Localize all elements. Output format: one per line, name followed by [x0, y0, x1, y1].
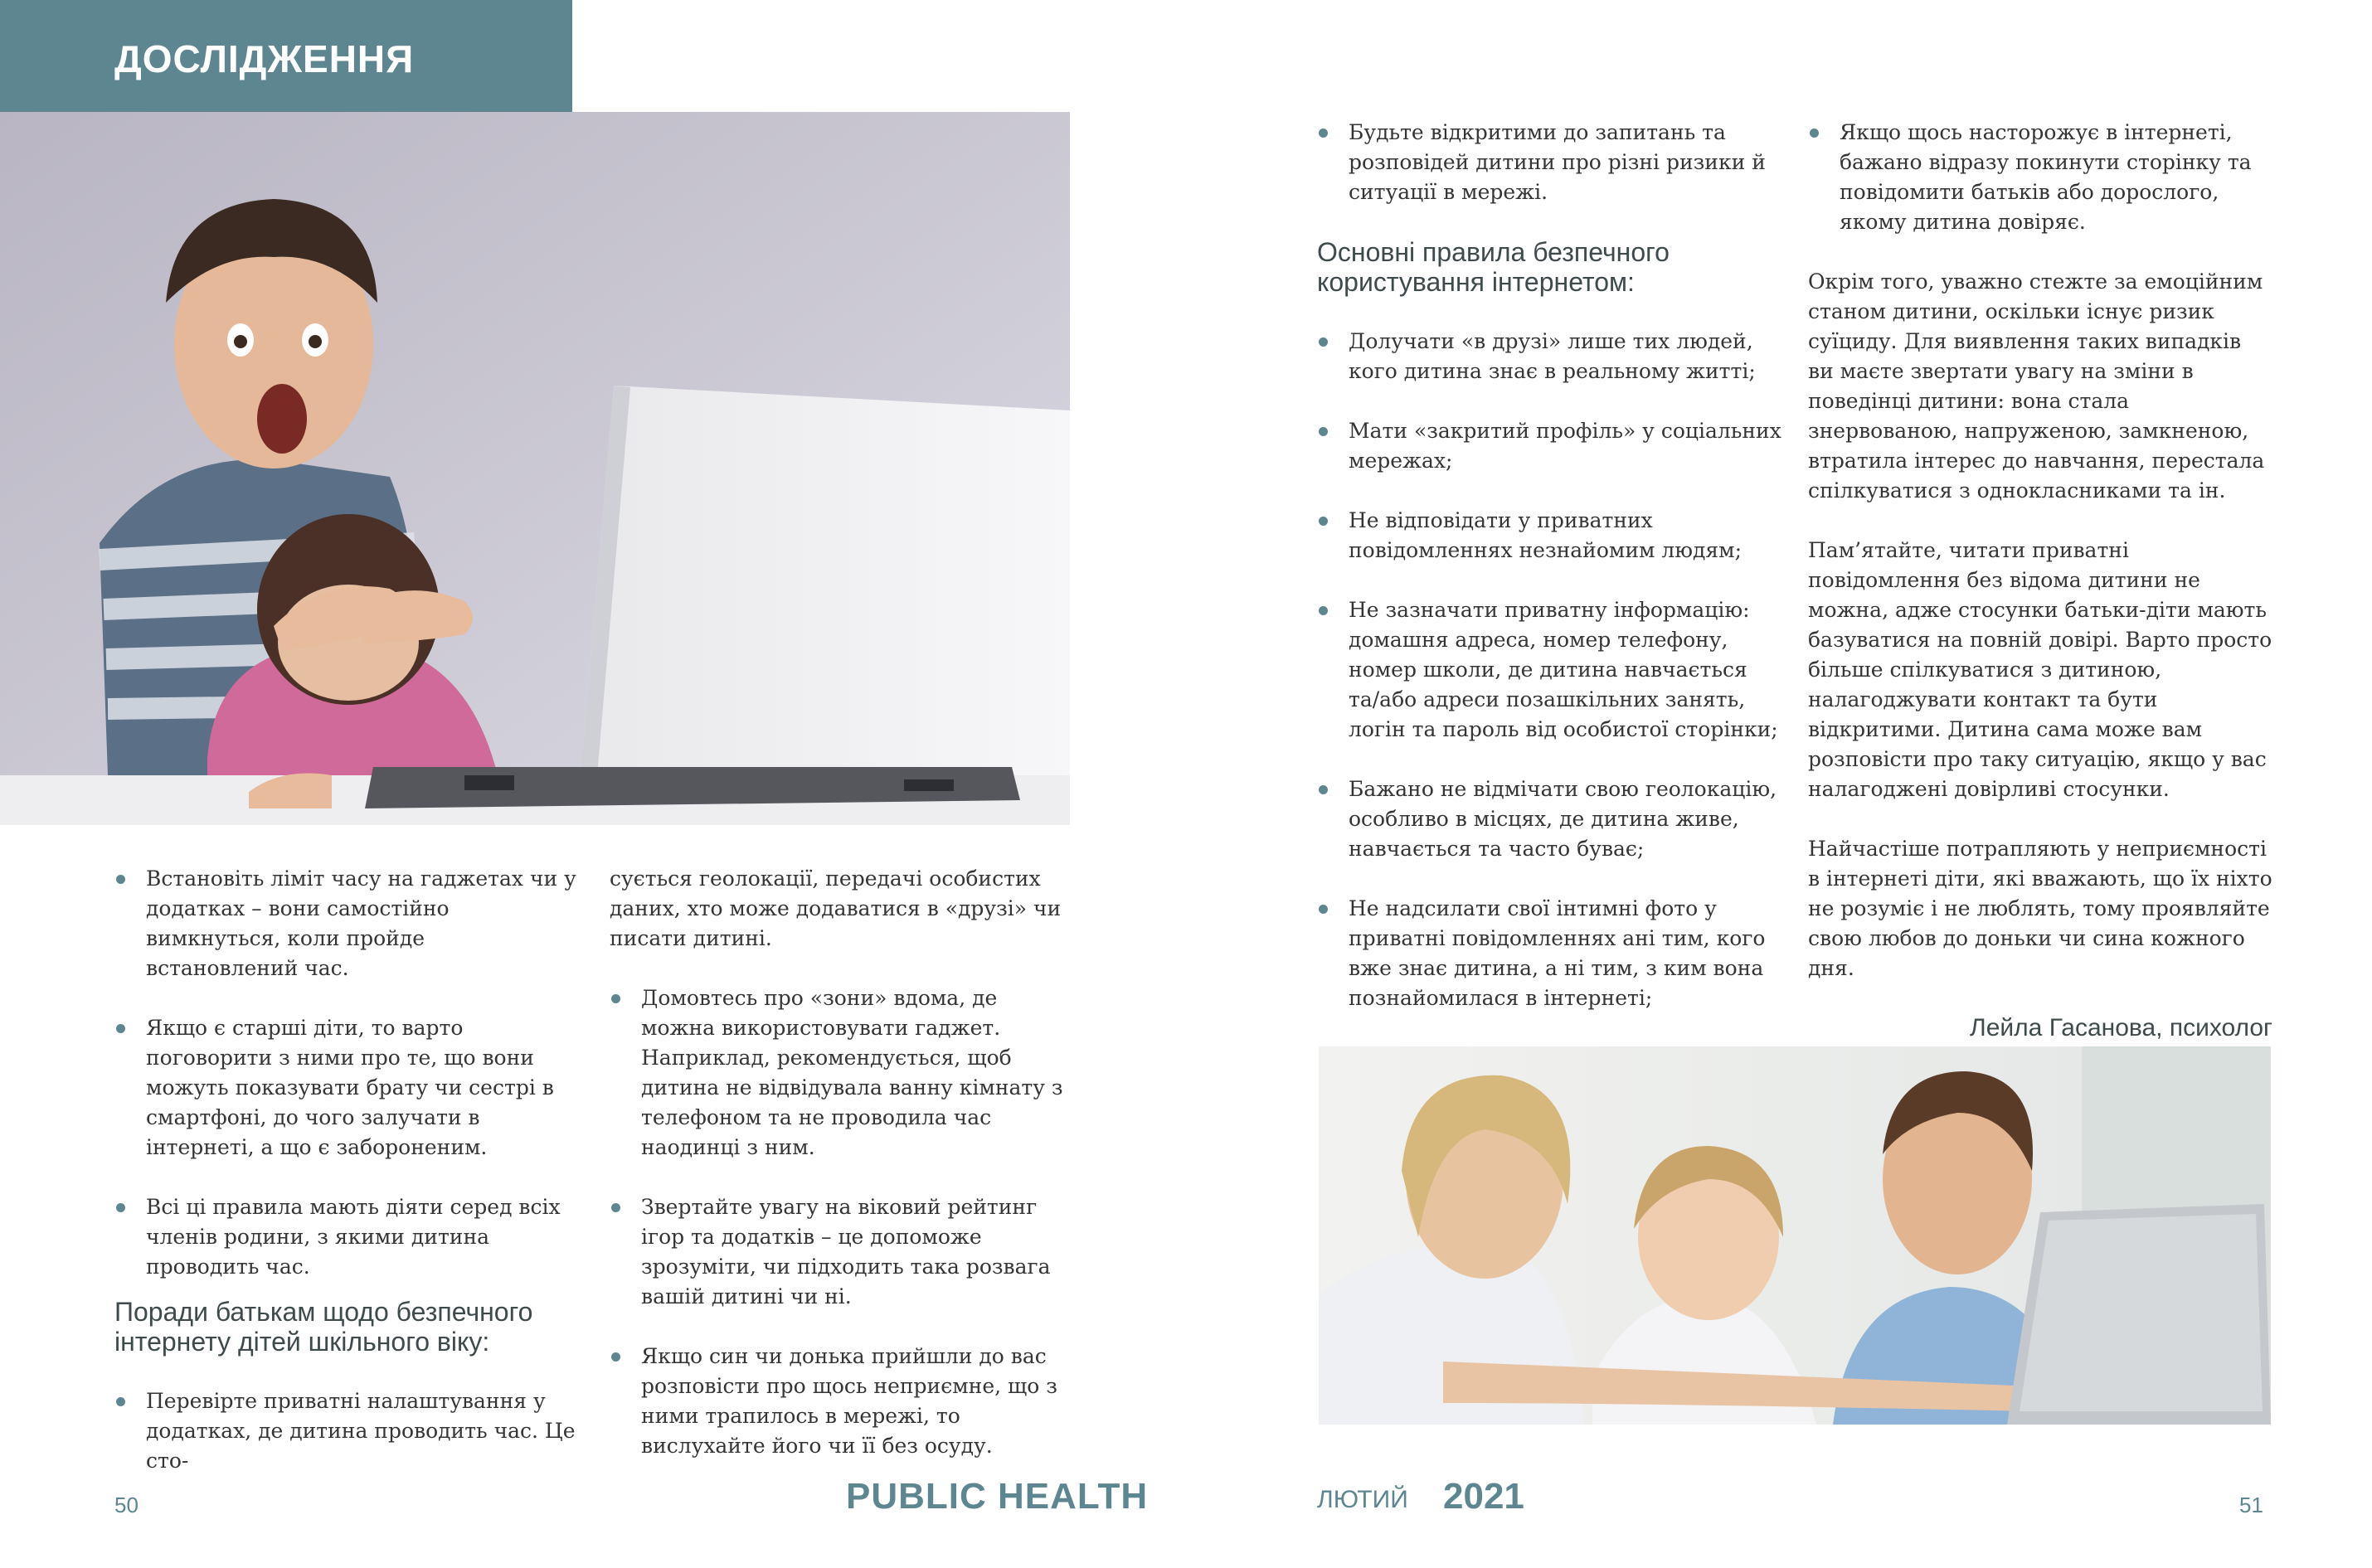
list-item: Звертайте увагу на віковий рейтинг ігор та додатків – це допоможе зрозуміти, чи підходить така розвага вашій дитині чи ні. — [610, 1192, 1074, 1312]
list-item: Якщо щось насторожує в інтернеті, бажано відразу покинути сторінку та повідомити батьків або дорослого, якому дитина довіряє. — [1808, 118, 2272, 237]
photo-family-laptop — [1319, 1046, 2271, 1425]
photo-children-laptop-art — [0, 112, 1070, 825]
magazine-title: PUBLIC HEALTH — [846, 1476, 1149, 1517]
section-title: ДОСЛІДЖЕННЯ — [114, 37, 415, 80]
list-item: Якщо є старші діти, то варто поговорити з ними про те, що вони можуть показувати брату чи сестрі в смартфоні, до чого залучати в інтернеті, а що є забороненим. — [114, 1013, 579, 1163]
list-item: Не надсилати свої інтимні фото у приватні повідомленнях ані тим, кого вже знає дитина, а ні тим, з ким вона познайомилася в інтернеті; — [1317, 894, 1781, 1013]
right-page-column-1 — [1317, 118, 1781, 1043]
list-item: Перевірте приватні налаштування у додатках, де дитина проводить час. Це сто- — [114, 1386, 579, 1476]
list-item: Мати «закритий профіль» у соціальних мережах; — [1317, 416, 1781, 476]
paragraph: Окрім того, уважно стежте за емоційним станом дитини, оскільки існує ризик суїциду. Для виявлення таких випадків ви маєте звертати увагу на зміни в поведінці дитини: вона стала знервованою, напруженою, замкненою, втратила інтерес до навчання, перестала спілкуватися з однокласниками та ін. — [1808, 269, 2265, 502]
paragraph: Пам’ятайте, читати приватні повідомлення без відома дитини не можна, адже стосунки батьки-діти мають базуватися на повній довірі. Варто просто більше спілкуватися з дитиною, налагоджувати контакт та бути відкритими. Дитина сама може вам розповісти про таку ситуацію, якщо у вас налагоджені довірливі стосунки. — [1808, 538, 2272, 801]
list-item: Не зазначати приватну інформацію: домашня адреса, номер телефону, номер школи, де дитина навчається та/або адреси позашкільних занять, логін та пароль від особистої сторінки; — [1317, 595, 1781, 745]
paragraph: Найчастіше потрапляють у неприємності в інтернеті діти, які вважають, що їх ніхто не розуміє і не люблять, тому проявляйте свою любов до доньки чи сина кожного дня. — [1808, 837, 2272, 980]
list-item: Встановіть ліміт часу на гаджетах чи у додатках – вони самостійно вимкнуться, коли пройде встановлений час. — [114, 864, 579, 983]
issue-month: ЛЮТИЙ — [1317, 1486, 1408, 1513]
left-page-column-1 — [114, 864, 579, 1506]
page-number-right: 51 — [2239, 1493, 2263, 1517]
list-item: Домовтесь про «зони» вдома, де можна використовувати гаджет. Наприклад, рекомендується, щоб дитина не відвідувала ванну кімнату з телефоном та не проводила час наодинці з ним. — [610, 983, 1074, 1163]
list-item: Якщо син чи донька прийшли до вас розповісти про щось неприємне, що з ними трапилось в мережі, то вислухайте його чи її без осуду. — [610, 1342, 1074, 1461]
list-item: Бажано не відмічати свою геолокацію, особливо в місцях, де дитина живе, навчається та часто буває; — [1317, 774, 1781, 864]
issue-year: 2021 — [1443, 1476, 1524, 1517]
list-item: Будьте відкритими до запитань та розповідей дитини про різні ризики й ситуації в мережі. — [1317, 118, 1781, 207]
photo-family-laptop-art — [1319, 1046, 2271, 1425]
subheading: Основні правила безпечного користування інтернетом: — [1317, 237, 1670, 297]
author-signature: Лейла Гасанова, психолог — [1970, 1014, 2272, 1041]
page-number-left: 50 — [114, 1493, 139, 1517]
photo-children-laptop — [0, 112, 1070, 825]
list-item: Долучати «в друзі» лише тих людей, кого дитина знає в реальному житті; — [1317, 327, 1781, 386]
subheading: Поради батькам щодо безпечного інтернету дітей шкільного віку: — [114, 1297, 533, 1357]
list-item: Не відповідати у приватних повідомленнях незнайомим людям; — [1317, 506, 1781, 566]
list-item: Всі ці правила мають діяти серед всіх членів родини, з якими дитина проводить час. — [114, 1192, 579, 1282]
right-page-column-2 — [1808, 118, 2272, 1043]
list-item-continued: сується геолокації, передачі особистих даних, хто може додаватися в «друзі» чи писати дитині. — [610, 867, 1062, 950]
left-page-column-2 — [610, 864, 1074, 1491]
